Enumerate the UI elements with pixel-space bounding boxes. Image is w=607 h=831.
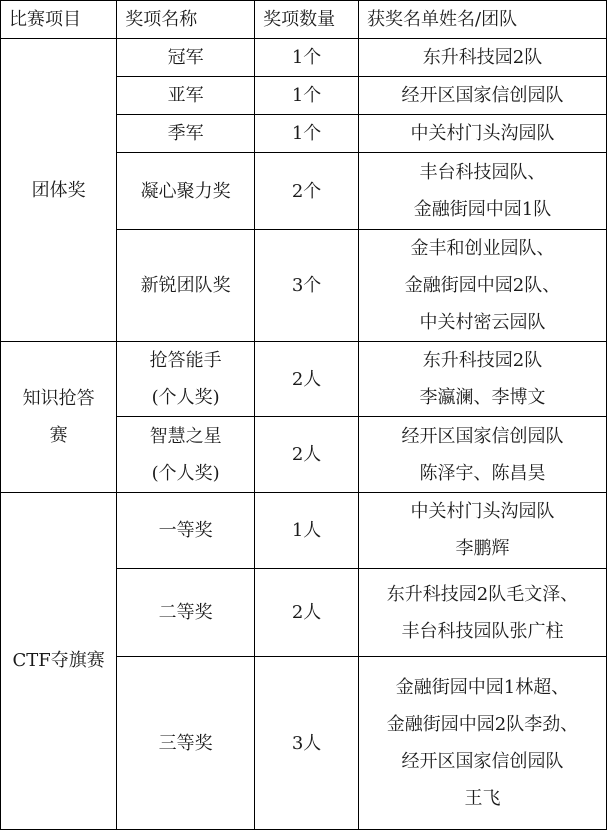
category-cell — [1, 342, 117, 493]
winners-cell — [359, 342, 607, 417]
header-winners: 获奖名单姓名/团队 — [359, 1, 607, 39]
category-cell — [1, 39, 117, 342]
winners-cell — [359, 492, 607, 568]
winner-line: 中关村门头沟园队 — [410, 123, 555, 145]
award-count-cell: 2人 — [255, 342, 359, 417]
header-category: 比赛项目 — [1, 1, 117, 39]
award-name-cell — [117, 229, 255, 341]
award-count-cell: 1个 — [255, 77, 359, 115]
winners-cell — [359, 657, 607, 830]
winners-cell — [359, 115, 607, 153]
winner-line: 金丰和创业园队、 — [410, 237, 555, 259]
award-name-text: 抢答能手 — [149, 350, 222, 372]
category-text: 赛 — [49, 424, 68, 446]
award-count-cell: 1人 — [255, 492, 359, 568]
table-header — [1, 1, 607, 39]
header-award-name: 奖项名称 — [117, 1, 255, 39]
winner-line: 东升科技园2队毛文泽、 — [386, 583, 579, 605]
category-text: 团体奖 — [31, 179, 86, 201]
award-name-cell — [117, 417, 255, 492]
award-name-text: 凝心聚力奖 — [140, 180, 231, 202]
winner-line: 陈泽宇、陈昌昊 — [419, 462, 546, 484]
winner-line: 金融街园中园1队 — [413, 199, 552, 221]
winner-line: 经开区国家信创园队 — [401, 85, 564, 107]
winner-line: 中关村门头沟园队 — [410, 501, 555, 523]
award-count-cell: 2人 — [255, 568, 359, 656]
award-name-text: 三等奖 — [158, 732, 213, 754]
award-name-text: 智慧之星 — [149, 425, 222, 447]
award-count-cell: 2人 — [255, 417, 359, 492]
award-name-cell — [117, 77, 255, 115]
award-name-cell — [117, 115, 255, 153]
award-name-cell — [117, 39, 255, 77]
award-name-cell — [117, 657, 255, 830]
winners-cell — [359, 77, 607, 115]
winner-line: 李瀛澜、李博文 — [419, 387, 546, 409]
award-name-text: 二等奖 — [158, 602, 213, 624]
award-name-text: (个人奖) — [151, 462, 220, 484]
award-name-text: 冠军 — [167, 47, 204, 69]
winner-line: 金融街园中园2队、 — [404, 274, 561, 296]
table-row — [1, 492, 607, 568]
winner-line: 李鹏辉 — [455, 538, 510, 560]
winner-line: 丰台科技园队张广柱 — [401, 620, 564, 642]
award-name-text: 季军 — [167, 123, 204, 145]
winner-line: 丰台科技园队、 — [419, 162, 546, 184]
award-count-cell: 1个 — [255, 115, 359, 153]
winner-line: 经开区国家信创园队 — [401, 425, 564, 447]
award-count-cell: 1个 — [255, 39, 359, 77]
award-name-text: (个人奖) — [151, 387, 220, 409]
header-row — [1, 1, 607, 39]
award-count-cell: 2个 — [255, 153, 359, 229]
award-name-cell — [117, 342, 255, 417]
award-name-text: 一等奖 — [158, 519, 213, 541]
winners-cell — [359, 153, 607, 229]
category-cell — [1, 492, 117, 829]
award-name-text: 新锐团队奖 — [140, 274, 231, 296]
winner-line: 东升科技园2队 — [422, 47, 543, 69]
winner-line: 金融街园中园1林超、 — [395, 677, 570, 699]
table-row — [1, 342, 607, 417]
winner-line: 王飞 — [464, 788, 501, 810]
winner-line: 东升科技园2队 — [422, 350, 543, 372]
winners-cell — [359, 39, 607, 77]
winner-line: 金融街园中园2队李劲、 — [386, 714, 579, 736]
table-body — [1, 39, 607, 830]
winners-cell — [359, 417, 607, 492]
award-name-text: 亚军 — [167, 85, 204, 107]
table-row — [1, 39, 607, 77]
award-name-cell — [117, 492, 255, 568]
award-count-cell: 3人 — [255, 657, 359, 830]
category-text: CTF夺旗赛 — [12, 650, 105, 672]
header-award-count: 奖项数量 — [255, 1, 359, 39]
award-count-cell: 3个 — [255, 229, 359, 341]
award-name-cell — [117, 568, 255, 656]
award-name-cell — [117, 153, 255, 229]
winners-cell — [359, 229, 607, 341]
winners-cell — [359, 568, 607, 656]
winner-line: 经开区国家信创园队 — [401, 751, 564, 773]
category-text: 知识抢答 — [22, 387, 95, 409]
winner-line: 中关村密云园队 — [419, 311, 546, 333]
